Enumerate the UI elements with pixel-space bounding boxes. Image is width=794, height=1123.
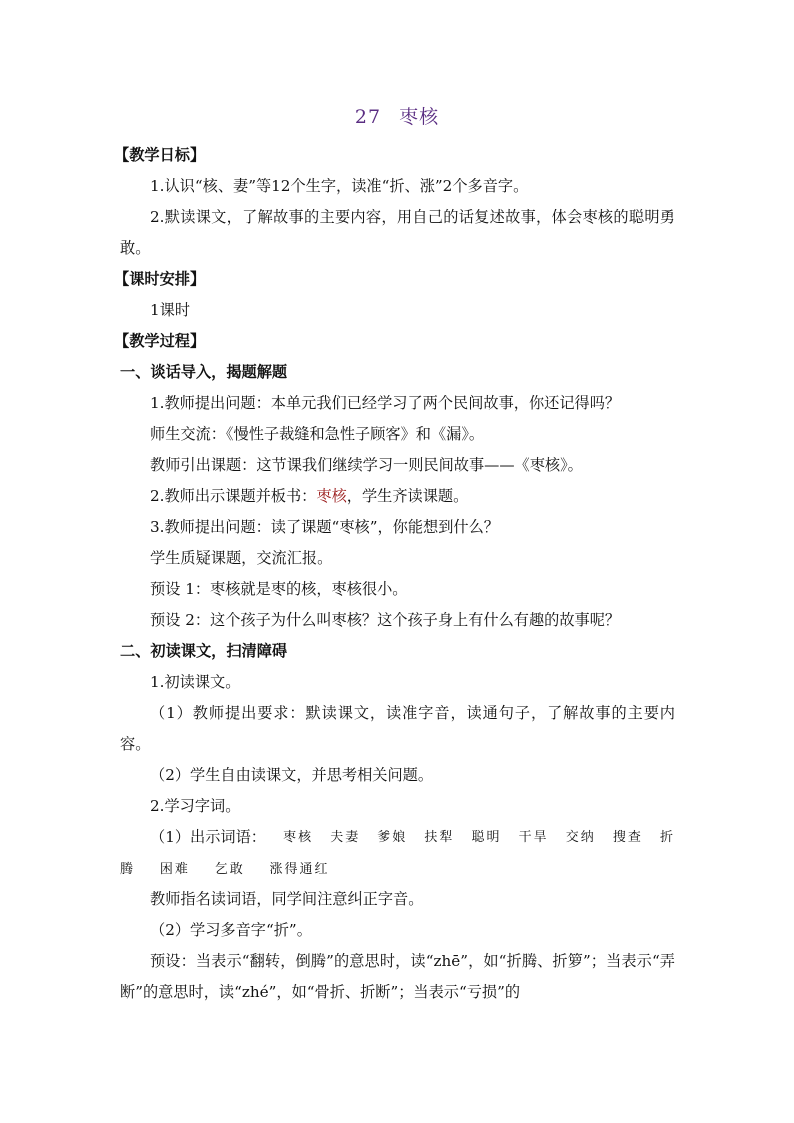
vocab-label: （1）出示词语： <box>150 828 266 846</box>
part1-item-2: 师生交流：《慢性子裁缝和急性子顾客》和《漏》。 <box>150 425 485 443</box>
part1-item-8: 预设 2：这个孩子为什么叫枣核？这个孩子身上有什么有趣的故事呢？ <box>150 611 621 629</box>
lesson-content <box>114 140 675 1008</box>
vocab-word: 扶犁 <box>424 830 455 845</box>
lesson-number: 27 <box>354 106 382 128</box>
lesson-title-text: 枣核 <box>399 106 440 128</box>
part1-item-5: 3.教师提出问题：读了课题“枣核”，你能想到什么？ <box>150 518 499 536</box>
vocab-word: 交纳 <box>565 830 596 845</box>
board-title-highlight: 枣核 <box>316 487 347 505</box>
part2-item-6: （2）学习多音字“折”。 <box>150 921 312 939</box>
part1-item-1: 1.教师提出问题：本单元我们已经学习了两个民间故事，你还记得吗？ <box>150 394 621 412</box>
vocab-word: 乞敢 <box>214 862 245 877</box>
vocab-row-1 <box>120 822 675 853</box>
part1-item-7: 预设 1：枣核就是枣的核，枣核很小。 <box>150 580 408 598</box>
schedule-header: 【课时安排】 <box>114 270 206 288</box>
goal-1: 1.认识“核、妻”等12个生字，读准“折、涨”2个多音字。 <box>150 177 529 195</box>
part1-item-4-pre: 2.教师出示课题并板书： <box>150 487 317 505</box>
vocab-word: 干旱 <box>518 830 549 845</box>
vocab-word: 聪明 <box>471 830 502 845</box>
part2-item-1: 1.初读课文。 <box>150 673 241 691</box>
vocab-word: 爹娘 <box>377 830 408 845</box>
part2-item-2: （1）教师提出要求：默读课文，读准字音，读通句子，了解故事的主要内容。 <box>120 704 675 753</box>
vocab-word: 枣核 <box>283 830 314 845</box>
part2-header: 二、初读课文，扫清障碍 <box>120 642 288 660</box>
part1-item-3: 教师引出课题：这节课我们继续学习一则民间故事——《枣核》。 <box>150 456 583 474</box>
goal-2: 2.默读课文，了解故事的主要内容，用自己的话复述故事，体会枣核的聪明勇敢。 <box>120 208 675 257</box>
part2-item-5: 教师指名读词语，同学间注意纠正字音。 <box>150 890 424 908</box>
goals-header: 【教学日标】 <box>114 146 206 164</box>
part2-item-3: （2）学生自由读课文，并思考相关问题。 <box>150 766 434 784</box>
vocab-word: 折 <box>659 830 675 845</box>
vocab-word: 夫妻 <box>330 830 361 845</box>
process-header: 【教学过程】 <box>114 332 206 350</box>
vocab-word: 涨得通红 <box>269 862 330 877</box>
vocab-word: 腾 <box>120 862 136 877</box>
part1-header: 一、谈话导入，揭题解题 <box>120 363 288 381</box>
vocab-word: 搜查 <box>612 830 643 845</box>
part2-item-7: 预设：当表示“翻转，倒腾”的意思时，读“zhē”，如“折腾、折箩”；当表示“弄断”的意思时，读“zhé”，如“骨折、折断”；当表示“亏损”的 <box>120 952 675 1001</box>
vocab-word: 困难 <box>159 862 190 877</box>
part2-item-4: 2.学习字词。 <box>150 797 241 815</box>
part1-item-4-post: ，学生齐读课题。 <box>346 487 469 505</box>
schedule-value: 1课时 <box>150 301 191 319</box>
lesson-title <box>0 104 794 130</box>
part1-item-6: 学生质疑课题，交流汇报。 <box>150 549 333 567</box>
part1-item-4 <box>120 481 675 512</box>
vocab-row-2 <box>120 853 675 884</box>
